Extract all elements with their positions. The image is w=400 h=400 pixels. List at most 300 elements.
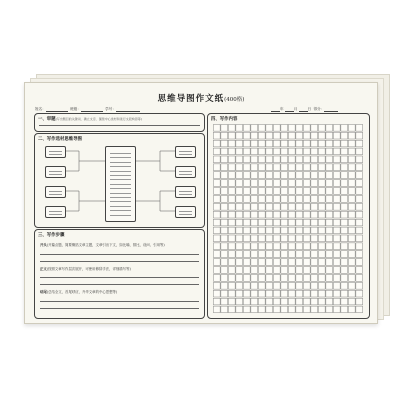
grid-cell[interactable] bbox=[318, 211, 325, 218]
grid-cell[interactable] bbox=[341, 180, 348, 187]
grid-cell[interactable] bbox=[296, 132, 303, 139]
grid-cell[interactable] bbox=[326, 275, 333, 282]
grid-cell[interactable] bbox=[258, 196, 265, 203]
grid-cell[interactable] bbox=[273, 267, 280, 274]
grid-cell[interactable] bbox=[318, 156, 325, 163]
grid-cell[interactable] bbox=[341, 132, 348, 139]
grid-cell[interactable] bbox=[228, 275, 235, 282]
grid-cell[interactable] bbox=[221, 298, 228, 305]
grid-cell[interactable] bbox=[221, 259, 228, 266]
grid-cell[interactable] bbox=[318, 227, 325, 234]
grid-cell[interactable] bbox=[348, 219, 355, 226]
grid-cell[interactable] bbox=[266, 140, 273, 147]
grid-cell[interactable] bbox=[341, 203, 348, 210]
grid-cell[interactable] bbox=[251, 140, 258, 147]
grid-cell[interactable] bbox=[236, 267, 243, 274]
grid-cell[interactable] bbox=[288, 203, 295, 210]
grid-cell[interactable] bbox=[228, 243, 235, 250]
grid-cell[interactable] bbox=[221, 290, 228, 297]
grid-cell[interactable] bbox=[213, 219, 220, 226]
grid-cell[interactable] bbox=[318, 188, 325, 195]
grid-cell[interactable] bbox=[258, 188, 265, 195]
month-field[interactable] bbox=[285, 107, 294, 112]
grid-cell[interactable] bbox=[236, 251, 243, 258]
grid-cell[interactable] bbox=[296, 306, 303, 313]
grid-cell[interactable] bbox=[258, 164, 265, 171]
grid-cell[interactable] bbox=[348, 164, 355, 171]
grid-cell[interactable] bbox=[266, 259, 273, 266]
grid-cell[interactable] bbox=[326, 306, 333, 313]
grid-cell[interactable] bbox=[333, 140, 340, 147]
grid-cell[interactable] bbox=[341, 306, 348, 313]
grid-cell[interactable] bbox=[213, 251, 220, 258]
grid-cell[interactable] bbox=[318, 275, 325, 282]
grid-cell[interactable] bbox=[228, 219, 235, 226]
grid-cell[interactable] bbox=[356, 290, 363, 297]
writing-line[interactable] bbox=[40, 301, 199, 302]
grid-cell[interactable] bbox=[281, 172, 288, 179]
grid-cell[interactable] bbox=[318, 251, 325, 258]
grid-cell[interactable] bbox=[341, 259, 348, 266]
grid-cell[interactable] bbox=[296, 298, 303, 305]
grid-cell[interactable] bbox=[356, 306, 363, 313]
grid-cell[interactable] bbox=[288, 188, 295, 195]
grid-cell[interactable] bbox=[356, 259, 363, 266]
grid-cell[interactable] bbox=[273, 148, 280, 155]
grid-cell[interactable] bbox=[288, 124, 295, 131]
grid-cell[interactable] bbox=[251, 132, 258, 139]
mindmap-left-node-2[interactable] bbox=[45, 166, 66, 178]
grid-cell[interactable] bbox=[221, 132, 228, 139]
grid-cell[interactable] bbox=[236, 156, 243, 163]
mindmap-left-node-4[interactable] bbox=[45, 206, 66, 218]
grid-cell[interactable] bbox=[333, 156, 340, 163]
grid-cell[interactable] bbox=[296, 275, 303, 282]
grid-cell[interactable] bbox=[288, 196, 295, 203]
grid-cell[interactable] bbox=[273, 251, 280, 258]
grid-cell[interactable] bbox=[356, 196, 363, 203]
grid-cell[interactable] bbox=[333, 227, 340, 234]
grid-cell[interactable] bbox=[348, 156, 355, 163]
grid-cell[interactable] bbox=[311, 164, 318, 171]
grid-cell[interactable] bbox=[296, 227, 303, 234]
grid-cell[interactable] bbox=[236, 203, 243, 210]
grid-cell[interactable] bbox=[273, 259, 280, 266]
grid-cell[interactable] bbox=[311, 259, 318, 266]
grid-cell[interactable] bbox=[296, 172, 303, 179]
grid-cell[interactable] bbox=[273, 180, 280, 187]
grid-cell[interactable] bbox=[221, 243, 228, 250]
grid-cell[interactable] bbox=[318, 140, 325, 147]
grid-cell[interactable] bbox=[273, 275, 280, 282]
grid-cell[interactable] bbox=[251, 227, 258, 234]
grid-cell[interactable] bbox=[258, 298, 265, 305]
grid-cell[interactable] bbox=[341, 211, 348, 218]
grid-cell[interactable] bbox=[318, 124, 325, 131]
grid-cell[interactable] bbox=[228, 290, 235, 297]
grid-cell[interactable] bbox=[356, 219, 363, 226]
mindmap-right-node-3[interactable] bbox=[175, 186, 196, 198]
grid-cell[interactable] bbox=[258, 124, 265, 131]
grid-cell[interactable] bbox=[311, 251, 318, 258]
grid-cell[interactable] bbox=[303, 251, 310, 258]
grid-cell[interactable] bbox=[273, 298, 280, 305]
grid-cell[interactable] bbox=[258, 227, 265, 234]
grid-cell[interactable] bbox=[213, 140, 220, 147]
grid-cell[interactable] bbox=[356, 235, 363, 242]
grid-cell[interactable] bbox=[348, 132, 355, 139]
grid-cell[interactable] bbox=[243, 227, 250, 234]
grid-cell[interactable] bbox=[213, 164, 220, 171]
grid-cell[interactable] bbox=[303, 282, 310, 289]
grid-cell[interactable] bbox=[311, 156, 318, 163]
grid-cell[interactable] bbox=[356, 227, 363, 234]
grid-cell[interactable] bbox=[228, 227, 235, 234]
grid-cell[interactable] bbox=[221, 172, 228, 179]
grid-cell[interactable] bbox=[326, 235, 333, 242]
grid-cell[interactable] bbox=[348, 290, 355, 297]
grid-cell[interactable] bbox=[311, 282, 318, 289]
grid-cell[interactable] bbox=[318, 180, 325, 187]
grid-cell[interactable] bbox=[258, 243, 265, 250]
grid-cell[interactable] bbox=[288, 251, 295, 258]
grid-cell[interactable] bbox=[228, 148, 235, 155]
grid-cell[interactable] bbox=[236, 180, 243, 187]
grid-cell[interactable] bbox=[266, 235, 273, 242]
grid-cell[interactable] bbox=[348, 267, 355, 274]
grid-cell[interactable] bbox=[296, 140, 303, 147]
grid-cell[interactable] bbox=[228, 267, 235, 274]
grid-cell[interactable] bbox=[303, 306, 310, 313]
grid-cell[interactable] bbox=[281, 235, 288, 242]
grid-cell[interactable] bbox=[243, 259, 250, 266]
grid-cell[interactable] bbox=[251, 196, 258, 203]
grid-cell[interactable] bbox=[356, 124, 363, 131]
grid-cell[interactable] bbox=[236, 298, 243, 305]
grid-cell[interactable] bbox=[243, 267, 250, 274]
grid-cell[interactable] bbox=[333, 267, 340, 274]
grid-cell[interactable] bbox=[333, 124, 340, 131]
grid-cell[interactable] bbox=[296, 156, 303, 163]
grid-cell[interactable] bbox=[341, 282, 348, 289]
grid-cell[interactable] bbox=[221, 306, 228, 313]
grid-cell[interactable] bbox=[266, 211, 273, 218]
grid-cell[interactable] bbox=[273, 290, 280, 297]
grid-cell[interactable] bbox=[258, 180, 265, 187]
grid-cell[interactable] bbox=[221, 164, 228, 171]
grid-cell[interactable] bbox=[333, 219, 340, 226]
grid-cell[interactable] bbox=[318, 298, 325, 305]
grid-cell[interactable] bbox=[273, 124, 280, 131]
grid-cell[interactable] bbox=[273, 243, 280, 250]
grid-cell[interactable] bbox=[288, 148, 295, 155]
grid-cell[interactable] bbox=[311, 298, 318, 305]
grid-cell[interactable] bbox=[318, 267, 325, 274]
grid-cell[interactable] bbox=[288, 140, 295, 147]
grid-cell[interactable] bbox=[266, 251, 273, 258]
grid-cell[interactable] bbox=[251, 219, 258, 226]
grid-cell[interactable] bbox=[221, 180, 228, 187]
grid-cell[interactable] bbox=[333, 243, 340, 250]
grid-cell[interactable] bbox=[326, 172, 333, 179]
grid-cell[interactable] bbox=[333, 235, 340, 242]
writing-line[interactable] bbox=[40, 284, 199, 285]
grid-cell[interactable] bbox=[228, 298, 235, 305]
grid-cell[interactable] bbox=[266, 275, 273, 282]
grid-cell[interactable] bbox=[341, 148, 348, 155]
grid-cell[interactable] bbox=[303, 188, 310, 195]
grid-cell[interactable] bbox=[243, 235, 250, 242]
grid-cell[interactable] bbox=[251, 306, 258, 313]
grid-cell[interactable] bbox=[311, 124, 318, 131]
grid-cell[interactable] bbox=[228, 203, 235, 210]
grid-cell[interactable] bbox=[326, 180, 333, 187]
grid-cell[interactable] bbox=[318, 306, 325, 313]
grid-cell[interactable] bbox=[228, 124, 235, 131]
grid-cell[interactable] bbox=[236, 227, 243, 234]
grid-cell[interactable] bbox=[288, 156, 295, 163]
grid-cell[interactable] bbox=[258, 282, 265, 289]
grid-cell[interactable] bbox=[296, 282, 303, 289]
mindmap-left-node-1[interactable] bbox=[45, 146, 66, 158]
grid-cell[interactable] bbox=[303, 235, 310, 242]
grid-cell[interactable] bbox=[326, 140, 333, 147]
grid-cell[interactable] bbox=[333, 132, 340, 139]
name-field[interactable] bbox=[46, 107, 68, 112]
grid-cell[interactable] bbox=[303, 196, 310, 203]
grid-cell[interactable] bbox=[356, 251, 363, 258]
grid-cell[interactable] bbox=[258, 132, 265, 139]
grid-cell[interactable] bbox=[266, 156, 273, 163]
grid-cell[interactable] bbox=[258, 235, 265, 242]
grid-cell[interactable] bbox=[258, 259, 265, 266]
grid-cell[interactable] bbox=[251, 124, 258, 131]
grid-cell[interactable] bbox=[311, 227, 318, 234]
grid-cell[interactable] bbox=[281, 156, 288, 163]
grid-cell[interactable] bbox=[296, 267, 303, 274]
grid-cell[interactable] bbox=[251, 211, 258, 218]
grid-cell[interactable] bbox=[251, 275, 258, 282]
grid-cell[interactable] bbox=[326, 219, 333, 226]
grid-cell[interactable] bbox=[251, 259, 258, 266]
grid-cell[interactable] bbox=[213, 148, 220, 155]
grid-cell[interactable] bbox=[266, 124, 273, 131]
grid-cell[interactable] bbox=[311, 132, 318, 139]
grid-cell[interactable] bbox=[288, 211, 295, 218]
grid-cell[interactable] bbox=[243, 203, 250, 210]
grid-cell[interactable] bbox=[288, 259, 295, 266]
grid-cell[interactable] bbox=[236, 164, 243, 171]
grid-cell[interactable] bbox=[318, 203, 325, 210]
grid-cell[interactable] bbox=[273, 164, 280, 171]
grid-cell[interactable] bbox=[341, 172, 348, 179]
grid-cell[interactable] bbox=[311, 290, 318, 297]
grid-cell[interactable] bbox=[303, 211, 310, 218]
grid-cell[interactable] bbox=[213, 124, 220, 131]
grid-cell[interactable] bbox=[221, 251, 228, 258]
grid-cell[interactable] bbox=[348, 124, 355, 131]
grid-cell[interactable] bbox=[303, 172, 310, 179]
grid-cell[interactable] bbox=[348, 196, 355, 203]
grid-cell[interactable] bbox=[311, 235, 318, 242]
grid-cell[interactable] bbox=[326, 290, 333, 297]
grid-cell[interactable] bbox=[341, 267, 348, 274]
grid-cell[interactable] bbox=[318, 282, 325, 289]
grid-cell[interactable] bbox=[243, 140, 250, 147]
grid-cell[interactable] bbox=[356, 148, 363, 155]
grid-cell[interactable] bbox=[296, 124, 303, 131]
grid-cell[interactable] bbox=[243, 298, 250, 305]
grid-cell[interactable] bbox=[273, 227, 280, 234]
grid-cell[interactable] bbox=[326, 156, 333, 163]
grid-cell[interactable] bbox=[303, 180, 310, 187]
grid-cell[interactable] bbox=[258, 140, 265, 147]
day-field[interactable] bbox=[299, 107, 308, 112]
grid-cell[interactable] bbox=[258, 306, 265, 313]
grid-cell[interactable] bbox=[348, 180, 355, 187]
grid-cell[interactable] bbox=[341, 290, 348, 297]
grid-cell[interactable] bbox=[266, 227, 273, 234]
grid-cell[interactable] bbox=[326, 188, 333, 195]
grid-cell[interactable] bbox=[333, 211, 340, 218]
grid-cell[interactable] bbox=[266, 148, 273, 155]
grid-cell[interactable] bbox=[221, 282, 228, 289]
grid-cell[interactable] bbox=[348, 211, 355, 218]
grid-cell[interactable] bbox=[341, 251, 348, 258]
grid-cell[interactable] bbox=[266, 203, 273, 210]
grid-cell[interactable] bbox=[348, 172, 355, 179]
grid-cell[interactable] bbox=[341, 124, 348, 131]
grid-cell[interactable] bbox=[356, 180, 363, 187]
grid-cell[interactable] bbox=[333, 306, 340, 313]
grid-cell[interactable] bbox=[258, 156, 265, 163]
grid-cell[interactable] bbox=[221, 188, 228, 195]
grid-cell[interactable] bbox=[236, 282, 243, 289]
grid-cell[interactable] bbox=[356, 211, 363, 218]
grid-cell[interactable] bbox=[213, 235, 220, 242]
grid-cell[interactable] bbox=[326, 298, 333, 305]
grid-cell[interactable] bbox=[303, 164, 310, 171]
grid-cell[interactable] bbox=[213, 188, 220, 195]
grid-cell[interactable] bbox=[318, 148, 325, 155]
grid-cell[interactable] bbox=[288, 172, 295, 179]
grid-cell[interactable] bbox=[318, 259, 325, 266]
grid-cell[interactable] bbox=[236, 172, 243, 179]
student-id-field[interactable] bbox=[116, 107, 140, 112]
grid-cell[interactable] bbox=[236, 259, 243, 266]
grid-cell[interactable] bbox=[228, 251, 235, 258]
grid-cell[interactable] bbox=[236, 211, 243, 218]
grid-cell[interactable] bbox=[221, 275, 228, 282]
grid-cell[interactable] bbox=[266, 188, 273, 195]
grid-cell[interactable] bbox=[243, 188, 250, 195]
grid-cell[interactable] bbox=[326, 164, 333, 171]
grid-cell[interactable] bbox=[251, 290, 258, 297]
grid-cell[interactable] bbox=[348, 306, 355, 313]
grid-cell[interactable] bbox=[243, 124, 250, 131]
grid-cell[interactable] bbox=[288, 306, 295, 313]
grid-cell[interactable] bbox=[243, 132, 250, 139]
grid-cell[interactable] bbox=[213, 290, 220, 297]
grid-cell[interactable] bbox=[341, 156, 348, 163]
grid-cell[interactable] bbox=[318, 172, 325, 179]
grid-cell[interactable] bbox=[236, 124, 243, 131]
grid-cell[interactable] bbox=[213, 298, 220, 305]
grid-cell[interactable] bbox=[288, 180, 295, 187]
grid-cell[interactable] bbox=[281, 259, 288, 266]
grid-cell[interactable] bbox=[311, 188, 318, 195]
grid-cell[interactable] bbox=[333, 196, 340, 203]
grid-cell[interactable] bbox=[326, 251, 333, 258]
grid-cell[interactable] bbox=[221, 156, 228, 163]
grid-cell[interactable] bbox=[228, 156, 235, 163]
grid-cell[interactable] bbox=[281, 140, 288, 147]
grid-cell[interactable] bbox=[303, 132, 310, 139]
grid-cell[interactable] bbox=[303, 156, 310, 163]
grid-cell[interactable] bbox=[311, 148, 318, 155]
grid-cell[interactable] bbox=[288, 267, 295, 274]
grid-cell[interactable] bbox=[236, 196, 243, 203]
grid-cell[interactable] bbox=[341, 196, 348, 203]
grid-cell[interactable] bbox=[243, 156, 250, 163]
grid-cell[interactable] bbox=[273, 196, 280, 203]
grid-cell[interactable] bbox=[356, 275, 363, 282]
grid-cell[interactable] bbox=[228, 306, 235, 313]
grid-cell[interactable] bbox=[221, 148, 228, 155]
grid-cell[interactable] bbox=[303, 298, 310, 305]
grid-cell[interactable] bbox=[356, 156, 363, 163]
grid-cell[interactable] bbox=[236, 306, 243, 313]
grid-cell[interactable] bbox=[266, 172, 273, 179]
grid-cell[interactable] bbox=[311, 196, 318, 203]
grid-cell[interactable] bbox=[296, 243, 303, 250]
grid-cell[interactable] bbox=[221, 211, 228, 218]
grid-cell[interactable] bbox=[251, 188, 258, 195]
grid-cell[interactable] bbox=[236, 140, 243, 147]
grid-cell[interactable] bbox=[236, 275, 243, 282]
grid-cell[interactable] bbox=[213, 156, 220, 163]
grid-cell[interactable] bbox=[243, 172, 250, 179]
grid-cell[interactable] bbox=[326, 243, 333, 250]
grid-cell[interactable] bbox=[348, 298, 355, 305]
grid-cell[interactable] bbox=[236, 235, 243, 242]
grid-cell[interactable] bbox=[243, 180, 250, 187]
grid-cell[interactable] bbox=[318, 290, 325, 297]
grid-cell[interactable] bbox=[213, 196, 220, 203]
grid-cell[interactable] bbox=[341, 140, 348, 147]
grid-cell[interactable] bbox=[326, 211, 333, 218]
year-field[interactable] bbox=[271, 107, 280, 112]
grid-cell[interactable] bbox=[251, 164, 258, 171]
grid-cell[interactable] bbox=[228, 235, 235, 242]
grid-cell[interactable] bbox=[273, 306, 280, 313]
grid-cell[interactable] bbox=[288, 227, 295, 234]
grid-cell[interactable] bbox=[341, 298, 348, 305]
grid-cell[interactable] bbox=[326, 259, 333, 266]
grid-cell[interactable] bbox=[356, 140, 363, 147]
grid-cell[interactable] bbox=[258, 211, 265, 218]
grid-cell[interactable] bbox=[251, 282, 258, 289]
grid-cell[interactable] bbox=[251, 267, 258, 274]
grid-cell[interactable] bbox=[281, 251, 288, 258]
grid-cell[interactable] bbox=[281, 282, 288, 289]
grid-cell[interactable] bbox=[281, 132, 288, 139]
grid-cell[interactable] bbox=[228, 282, 235, 289]
grid-cell[interactable] bbox=[243, 148, 250, 155]
grid-cell[interactable] bbox=[356, 282, 363, 289]
grid-cell[interactable] bbox=[251, 203, 258, 210]
grid-cell[interactable] bbox=[318, 219, 325, 226]
